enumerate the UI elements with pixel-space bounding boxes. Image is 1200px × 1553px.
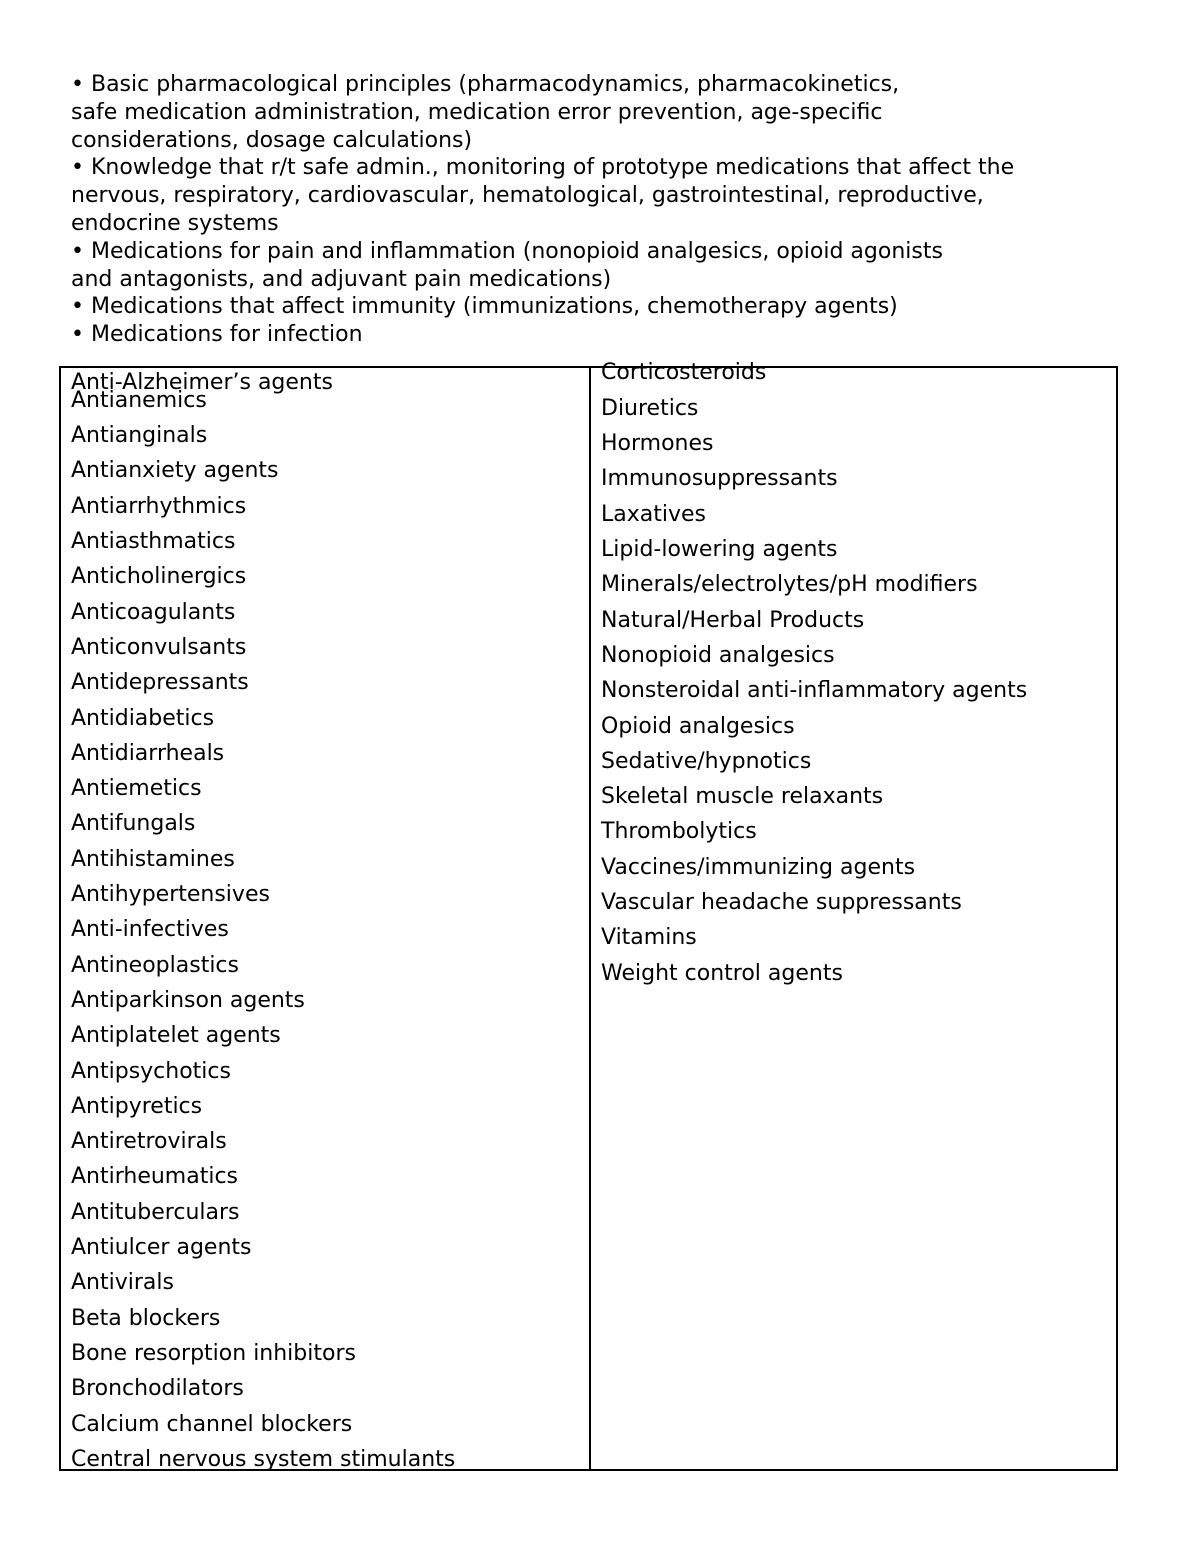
table-cell: Antituberculars xyxy=(71,1200,240,1225)
table-cell: Anti-infectives xyxy=(71,917,229,942)
table-cell: Antidiarrheals xyxy=(71,741,225,766)
table-cell: Bronchodilators xyxy=(71,1376,244,1401)
table-cell: Weight control agents xyxy=(601,961,843,986)
intro-line: considerations, dosage calculations) xyxy=(71,127,473,153)
intro-bullets xyxy=(71,71,1151,349)
table-cell: Antiplatelet agents xyxy=(71,1023,281,1048)
table-cell: Antipyretics xyxy=(71,1094,203,1119)
table-cell: Thrombolytics xyxy=(601,819,757,844)
table-cell: Minerals/electrolytes/pH modifiers xyxy=(601,572,978,597)
table-cell: Diuretics xyxy=(601,396,699,421)
table-cell: Antivirals xyxy=(71,1270,174,1295)
table-cell: Skeletal muscle relaxants xyxy=(601,784,884,809)
table-cell: Natural/Herbal Products xyxy=(601,608,865,633)
table-cell: Corticosteroids xyxy=(601,360,767,385)
table-cell: Antianemics xyxy=(71,388,207,413)
table-cell: Hormones xyxy=(601,431,714,456)
table-cell: Anti-Alzheimer’s agents xyxy=(71,370,333,395)
table-cell: Antianxiety agents xyxy=(71,458,279,483)
intro-line: • Medications that affect immunity (immunizations, chemotherapy agents) xyxy=(71,294,898,320)
intro-line: and antagonists, and adjuvant pain medications) xyxy=(71,266,612,292)
table-cell: Antipsychotics xyxy=(71,1059,231,1084)
table-cell: Anticholinergics xyxy=(71,564,247,589)
table-cell: Antidiabetics xyxy=(71,706,215,731)
table-cell: Vitamins xyxy=(601,925,697,950)
intro-line: safe medication administration, medication error prevention, age-specific xyxy=(71,99,883,125)
table-cell: Beta blockers xyxy=(71,1306,221,1331)
table-cell: Antihypertensives xyxy=(71,882,270,907)
table-cell: Central nervous system stimulants xyxy=(71,1447,456,1472)
table-cell: Antirheumatics xyxy=(71,1164,239,1189)
intro-line: endocrine systems xyxy=(71,210,279,236)
table-cell: Laxatives xyxy=(601,502,706,527)
table-cell: Antiarrhythmics xyxy=(71,494,247,519)
table-cell: Antihistamines xyxy=(71,847,235,872)
intro-line: • Basic pharmacological principles (pharmacodynamics, pharmacokinetics, xyxy=(71,72,900,97)
intro-line: • Medications for pain and inflammation (nonopioid analgesics, opioid agonists xyxy=(71,238,943,264)
table-cell: Antiemetics xyxy=(71,776,202,801)
table-cell: Immunosuppressants xyxy=(601,466,838,491)
table-cell: Nonsteroidal anti-inflammatory agents xyxy=(601,678,1028,703)
table-cell: Nonopioid analgesics xyxy=(601,643,835,668)
table-cell: Antiretrovirals xyxy=(71,1129,227,1154)
table-cell: Sedative/hypnotics xyxy=(601,749,812,774)
table-cell: Anticonvulsants xyxy=(71,635,247,660)
table-cell: Opioid analgesics xyxy=(601,714,795,739)
intro-line: • Medications for infection xyxy=(71,322,363,348)
intro-line: • Knowledge that r/t safe admin., monitoring of prototype medications that affect the xyxy=(71,155,1015,181)
drug-class-table xyxy=(59,360,1118,1472)
table-cell: Lipid-lowering agents xyxy=(601,537,838,562)
table-cell: Calcium channel blockers xyxy=(71,1412,353,1437)
table-cell: Anticoagulants xyxy=(71,600,236,625)
table-cell: Antifungals xyxy=(71,811,196,836)
table-cell: Vaccines/immunizing agents xyxy=(601,855,916,880)
table-cell: Antianginals xyxy=(71,423,208,448)
table-cell: Bone resorption inhibitors xyxy=(71,1341,356,1366)
column-divider xyxy=(589,368,591,1469)
table-cell: Antiparkinson agents xyxy=(71,988,305,1013)
table-cell: Vascular headache suppressants xyxy=(601,890,962,915)
intro-line: nervous, respiratory, cardiovascular, hematological, gastrointestinal, reproductive, xyxy=(71,183,984,209)
table-cell: Antidepressants xyxy=(71,670,249,695)
table-cell: Antiasthmatics xyxy=(71,529,236,554)
table-cell: Antineoplastics xyxy=(71,953,239,978)
table-cell: Antiulcer agents xyxy=(71,1235,252,1260)
